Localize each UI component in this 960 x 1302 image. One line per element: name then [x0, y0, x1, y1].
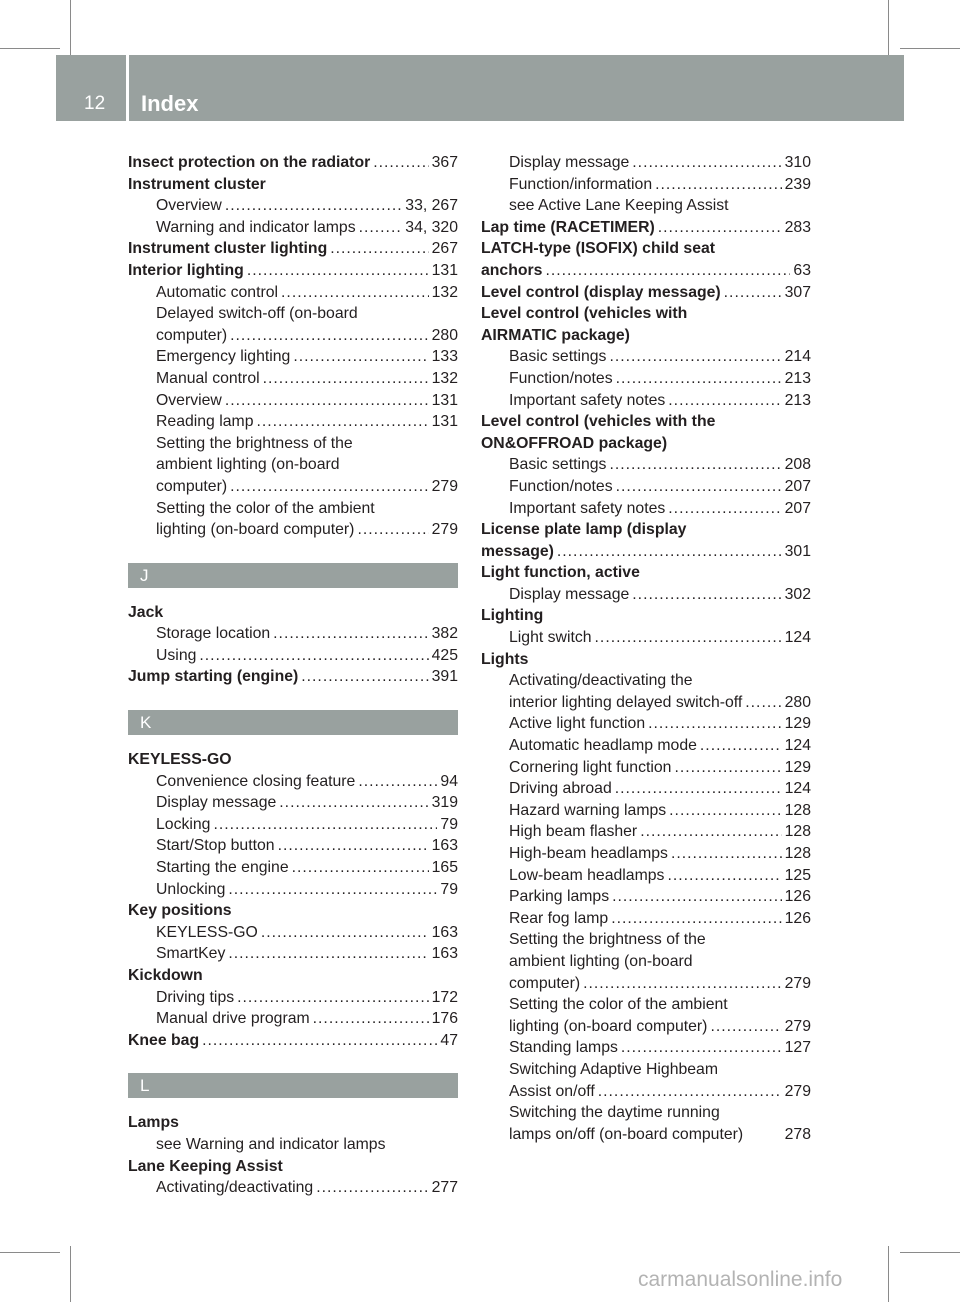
index-entry: [481, 1016, 811, 1038]
dot-leader: [292, 857, 429, 879]
entry-page-ref: 283: [784, 218, 811, 236]
entry-term: Important safety notes: [509, 391, 666, 409]
dot-leader: [357, 519, 428, 541]
entry-term: computer): [509, 974, 581, 992]
index-entry: [481, 152, 811, 174]
entry-term: Driving tips: [156, 988, 235, 1006]
entry-page-ref: 94: [440, 772, 458, 790]
entry-page-ref: 367: [431, 154, 458, 171]
dot-leader: [595, 627, 782, 649]
crop-mark: [888, 1246, 889, 1302]
index-entry: [128, 623, 458, 645]
index-entry: [128, 325, 458, 347]
dot-leader: [202, 1030, 437, 1052]
entry-page-ref: 307: [784, 283, 811, 301]
dot-leader: [228, 879, 437, 901]
dot-leader: [301, 666, 428, 688]
entry-term: computer): [156, 477, 228, 495]
index-entry: [128, 238, 458, 260]
index-entry: [128, 666, 458, 688]
entry-term: Start/Stop button: [156, 837, 275, 855]
entry-term: Parking lamps: [509, 888, 610, 906]
crop-mark: [0, 48, 60, 49]
entry-term: Overview: [156, 391, 222, 409]
entry-term: Function/notes: [509, 369, 613, 387]
entry-term: Level control (display message): [481, 283, 721, 301]
entry-page-ref: 47: [440, 1031, 458, 1049]
index-entry: [481, 368, 811, 390]
entry-term: Instrument cluster lighting: [128, 240, 328, 258]
entry-term: Using: [156, 646, 197, 664]
section-letter-bar: J: [128, 563, 458, 588]
index-entry: [481, 713, 811, 735]
entry-page-ref: 126: [784, 909, 811, 927]
dot-leader: [674, 757, 781, 779]
entry-page-ref: 33, 267: [405, 197, 458, 215]
entry-page-ref: 79: [440, 880, 458, 898]
index-entry: [481, 865, 811, 887]
entry-page-ref: 124: [784, 629, 811, 647]
dot-leader: [316, 1177, 428, 1199]
entry-page-ref: 132: [431, 369, 458, 387]
index-heading: Kickdown: [128, 967, 203, 984]
entry-term: Unlocking: [156, 880, 226, 898]
entry-page-ref: 382: [431, 625, 458, 643]
index-subline: Delayed switch-off (on-board: [156, 305, 358, 323]
entry-term: Insect protection on the radiator: [128, 154, 371, 171]
index-subline: Activating/deactivating the: [509, 672, 693, 690]
index-entry: [128, 217, 458, 239]
entry-page-ref: 301: [784, 542, 811, 560]
entry-page-ref: 207: [784, 477, 811, 495]
entry-term: anchors: [481, 261, 543, 279]
entry-page-ref: 127: [784, 1039, 811, 1057]
entry-page-ref: 310: [784, 154, 811, 171]
entry-page-ref: 213: [784, 369, 811, 387]
entry-page-ref: 319: [431, 794, 458, 812]
dot-leader: [668, 390, 781, 412]
index-heading: Light function, active: [481, 564, 640, 582]
entry-term: Standing lamps: [509, 1039, 618, 1057]
index-subline: Setting the brightness of the: [509, 931, 706, 949]
dot-leader: [273, 623, 428, 645]
entry-term: Display message: [509, 154, 630, 171]
entry-page-ref: 131: [431, 261, 458, 279]
entry-page-ref: 128: [784, 823, 811, 841]
index-column-right: [481, 152, 811, 1145]
index-entry: [128, 771, 458, 793]
dot-leader: [668, 498, 781, 520]
dot-leader: [261, 922, 429, 944]
entry-page-ref: 165: [431, 859, 458, 877]
index-entry: [128, 792, 458, 814]
entry-page-ref: 213: [784, 391, 811, 409]
dot-leader: [745, 692, 781, 714]
dot-leader: [373, 152, 428, 174]
entry-term: Storage location: [156, 625, 271, 643]
index-heading: Lighting: [481, 607, 544, 625]
entry-term: Warning and indicator lamps: [156, 218, 356, 236]
entry-term: Emergency lighting: [156, 348, 291, 366]
entry-term: Basic settings: [509, 456, 607, 474]
entry-page-ref: 207: [784, 499, 811, 517]
entry-page-ref: 277: [431, 1179, 458, 1197]
entry-term: lamps on/off (on-board computer): [509, 1125, 744, 1143]
index-subline: see Warning and indicator lamps: [156, 1135, 386, 1153]
index-entry: [128, 922, 458, 944]
dot-leader: [671, 843, 782, 865]
dot-leader: [279, 792, 428, 814]
entry-page-ref: 124: [784, 780, 811, 798]
crop-mark: [900, 1252, 960, 1253]
index-subline: Setting the brightness of the: [156, 434, 353, 452]
index-heading: KEYLESS-GO: [128, 751, 232, 769]
entry-term: Automatic headlamp mode: [509, 737, 697, 755]
dot-leader: [621, 1037, 782, 1059]
dot-leader: [616, 476, 782, 498]
entry-term: Rear fog lamp: [509, 909, 609, 927]
entry-page-ref: 163: [431, 923, 458, 941]
entry-term: Hazard warning lamps: [509, 801, 667, 819]
index-entry: [128, 476, 458, 498]
entry-page-ref: 129: [784, 758, 811, 776]
dot-leader: [225, 195, 402, 217]
index-entry: [481, 821, 811, 843]
index-entry: [481, 390, 811, 412]
dot-leader: [612, 886, 782, 908]
entry-term: Low-beam headlamps: [509, 866, 665, 884]
index-entry: [481, 1124, 811, 1146]
dot-leader: [313, 1008, 429, 1030]
entry-page-ref: 279: [431, 521, 458, 539]
index-entry: [481, 217, 811, 239]
index-entry: [128, 1177, 458, 1199]
entry-page-ref: 126: [784, 888, 811, 906]
dot-leader: [263, 368, 429, 390]
dot-leader: [598, 1081, 782, 1103]
index-heading: Lamps: [128, 1114, 179, 1132]
entry-page-ref: 163: [431, 837, 458, 855]
index-heading: Level control (vehicles with: [481, 305, 688, 323]
dot-leader: [700, 735, 782, 757]
entry-page-ref: 129: [784, 715, 811, 733]
dot-leader: [609, 454, 781, 476]
dot-leader: [669, 800, 781, 822]
index-entry: [481, 692, 811, 714]
dot-leader: [632, 152, 781, 174]
index-heading: LATCH-type (ISOFIX) child seat: [481, 240, 716, 258]
entry-term: Important safety notes: [509, 499, 666, 517]
index-entry: [481, 346, 811, 368]
index-heading: ON&OFFROAD package): [481, 434, 668, 452]
index-heading: Level control (vehicles with the: [481, 413, 716, 431]
index-entry: [128, 195, 458, 217]
crop-mark: [0, 1252, 60, 1253]
dot-leader: [359, 217, 403, 239]
index-entry: [128, 282, 458, 304]
entry-term: Driving abroad: [509, 780, 612, 798]
entry-term: Automatic control: [156, 283, 279, 301]
dot-leader: [293, 346, 428, 368]
entry-page-ref: 280: [431, 326, 458, 344]
dot-leader: [609, 346, 781, 368]
entry-page-ref: 34, 320: [405, 218, 458, 236]
dot-leader: [658, 217, 782, 239]
entry-term: Display message: [509, 585, 630, 603]
index-entry: [481, 757, 811, 779]
entry-page-ref: 79: [440, 815, 458, 833]
index-entry: [128, 814, 458, 836]
page-number: 12: [84, 93, 106, 114]
dot-leader: [330, 238, 428, 260]
entry-page-ref: 124: [784, 737, 811, 755]
dot-leader: [710, 1016, 781, 1038]
section-letter-bar: L: [128, 1073, 458, 1098]
entry-term: lighting (on-board computer): [509, 1017, 708, 1035]
dot-leader: [640, 821, 781, 843]
index-entry: [128, 1030, 458, 1052]
dot-leader: [281, 282, 429, 304]
entry-term: Activating/deactivating: [156, 1179, 314, 1197]
index-entry: [481, 1037, 811, 1059]
watermark: carmanualsonline.info: [638, 1268, 843, 1291]
dot-leader: [724, 282, 782, 304]
entry-term: Lap time (RACETIMER): [481, 218, 655, 236]
crop-mark: [900, 48, 960, 49]
dot-leader: [615, 778, 782, 800]
entry-term: Manual control: [156, 369, 260, 387]
index-entry: [128, 987, 458, 1009]
index-entry: [481, 800, 811, 822]
index-entry: [128, 368, 458, 390]
index-entry: [128, 411, 458, 433]
index-entry: [481, 908, 811, 930]
entry-term: Knee bag: [128, 1031, 200, 1049]
entry-page-ref: 279: [784, 1082, 811, 1100]
entry-page-ref: 239: [784, 175, 811, 193]
dot-leader: [230, 476, 429, 498]
entry-term: computer): [156, 326, 228, 344]
entry-term: Basic settings: [509, 348, 607, 366]
entry-term: Function/information: [509, 175, 653, 193]
section-letter-bar: K: [128, 710, 458, 735]
entry-page-ref: 425: [431, 646, 458, 664]
index-entry: [128, 857, 458, 879]
dot-leader: [632, 584, 781, 606]
entry-page-ref: 278: [784, 1125, 811, 1143]
index-entry: [128, 645, 458, 667]
index-heading: Lights: [481, 650, 529, 668]
header-divider: [126, 55, 129, 121]
index-column-left: [128, 152, 458, 1199]
entry-term: Assist on/off: [509, 1082, 595, 1100]
index-entry: [128, 390, 458, 412]
dot-leader: [256, 411, 428, 433]
dot-leader: [616, 368, 782, 390]
entry-term: message): [481, 542, 554, 560]
dot-leader: [225, 390, 429, 412]
entry-term: SmartKey: [156, 945, 226, 963]
entry-term: Overview: [156, 197, 222, 215]
crop-mark: [888, 0, 889, 60]
index-entry: [481, 454, 811, 476]
entry-page-ref: 163: [431, 945, 458, 963]
entry-term: High beam flasher: [509, 823, 638, 841]
entry-term: Convenience closing feature: [156, 772, 356, 790]
index-entry: [481, 282, 811, 304]
index-entry: [481, 498, 811, 520]
entry-page-ref: 214: [784, 348, 811, 366]
index-entry: [481, 973, 811, 995]
index-heading: Instrument cluster: [128, 175, 266, 193]
entry-page-ref: 128: [784, 801, 811, 819]
entry-term: Light switch: [509, 629, 592, 647]
index-entry: [481, 174, 811, 196]
entry-term: Starting the engine: [156, 859, 289, 877]
entry-term: interior lighting delayed switch-off: [509, 693, 743, 711]
dot-leader: [655, 174, 782, 196]
index-entry: [128, 260, 458, 282]
entry-page-ref: 279: [431, 477, 458, 495]
dot-leader: [228, 943, 428, 965]
dot-leader: [199, 645, 428, 667]
entry-page-ref: 63: [793, 261, 811, 279]
entry-page-ref: 279: [784, 974, 811, 992]
index-entry: [128, 943, 458, 965]
index-entry: [128, 1008, 458, 1030]
entry-page-ref: 128: [784, 845, 811, 862]
dot-leader: [648, 713, 782, 735]
entry-page-ref: 391: [431, 668, 458, 686]
dot-leader: [213, 814, 437, 836]
entry-page-ref: 280: [784, 693, 811, 711]
entry-term: Interior lighting: [128, 261, 244, 279]
dot-leader: [230, 325, 429, 347]
entry-term: Jump starting (engine): [128, 668, 299, 686]
entry-page-ref: 172: [431, 988, 458, 1006]
index-subline: Setting the color of the ambient: [509, 996, 728, 1014]
index-entry: [481, 778, 811, 800]
index-subline: ambient lighting (on-board: [509, 952, 693, 970]
index-entry: [481, 735, 811, 757]
page-title: Index: [141, 91, 199, 116]
index-entry: [481, 886, 811, 908]
entry-term: Reading lamp: [156, 413, 254, 431]
index-entry: [481, 1081, 811, 1103]
index-subline: Setting the color of the ambient: [156, 499, 375, 517]
index-entry: [128, 152, 458, 174]
index-subline: Switching Adaptive Highbeam: [509, 1060, 718, 1078]
crop-mark: [70, 1246, 71, 1302]
index-subline: see Active Lane Keeping Assist: [509, 197, 729, 215]
entry-term: Manual drive program: [156, 1010, 310, 1028]
entry-term: Active light function: [509, 715, 646, 733]
entry-page-ref: 131: [431, 413, 458, 431]
index-entry: [481, 541, 811, 563]
index-heading: License plate lamp (display: [481, 521, 687, 539]
entry-term: KEYLESS-GO: [156, 923, 258, 941]
index-entry: [128, 879, 458, 901]
index-entry: [128, 835, 458, 857]
entry-term: Cornering light function: [509, 758, 672, 776]
dot-leader: [358, 771, 437, 793]
index-entry: [481, 843, 811, 865]
index-subline: Switching the daytime running: [509, 1104, 720, 1122]
dot-leader: [611, 908, 781, 930]
entry-page-ref: 131: [431, 391, 458, 409]
index-entry: [128, 346, 458, 368]
entry-term: lighting (on-board computer): [156, 521, 355, 539]
dot-leader: [583, 973, 782, 995]
dot-leader: [545, 260, 790, 282]
entry-page-ref: 302: [784, 585, 811, 603]
dot-leader: [237, 987, 429, 1009]
entry-page-ref: 176: [431, 1010, 458, 1028]
dot-leader: [557, 541, 782, 563]
entry-page-ref: 208: [784, 456, 811, 474]
entry-page-ref: 133: [431, 348, 458, 366]
dot-leader: [247, 260, 429, 282]
crop-mark: [70, 0, 71, 60]
index-entry: [481, 260, 811, 282]
index-entry: [128, 519, 458, 541]
entry-page-ref: 267: [431, 240, 458, 258]
dot-leader: [667, 865, 781, 887]
index-heading: AIRMATIC package): [481, 326, 630, 344]
index-heading: Jack: [128, 603, 164, 621]
entry-page-ref: 279: [784, 1017, 811, 1035]
index-heading: Key positions: [128, 902, 232, 920]
dot-leader: [278, 835, 429, 857]
index-entry: [481, 476, 811, 498]
entry-page-ref: 132: [431, 283, 458, 301]
entry-term: High-beam headlamps: [509, 845, 668, 862]
entry-page-ref: 125: [784, 866, 811, 884]
entry-term: Locking: [156, 815, 211, 833]
index-entry: [481, 627, 811, 649]
index-entry: [481, 584, 811, 606]
index-subline: ambient lighting (on-board: [156, 456, 340, 474]
entry-term: Function/notes: [509, 477, 613, 495]
entry-term: Display message: [156, 794, 277, 812]
index-heading: Lane Keeping Assist: [128, 1157, 283, 1175]
